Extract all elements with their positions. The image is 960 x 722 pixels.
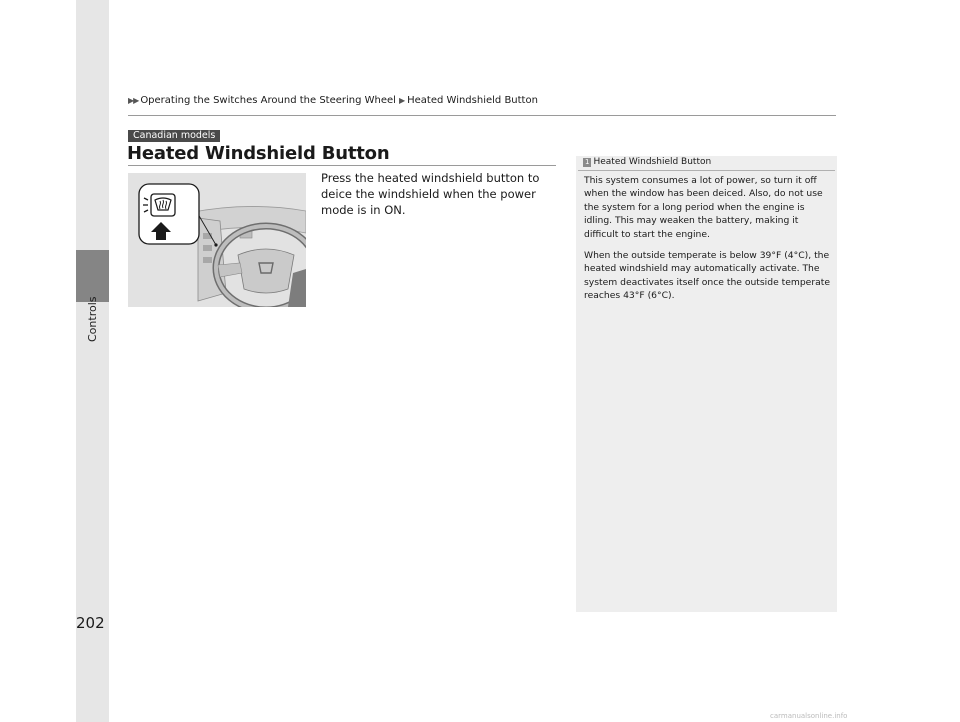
note-text <box>584 174 830 311</box>
note-title: Heated Windshield Button <box>593 157 712 167</box>
heated-windshield-button-icon <box>131 182 201 246</box>
side-tab-label: Controls <box>86 296 99 342</box>
model-badge: Canadian models <box>128 130 220 142</box>
breadcrumb-arrow-icon: ▶ <box>398 96 406 105</box>
note-header <box>583 157 711 167</box>
note-divider <box>578 170 835 171</box>
breadcrumb-item[interactable]: Heated Windshield Button <box>407 95 538 106</box>
title-divider <box>128 165 556 166</box>
breadcrumb-item[interactable]: Operating the Switches Around the Steering Wheel <box>140 95 396 106</box>
header-divider <box>128 115 836 116</box>
section-title: Heated Windshield Button <box>127 143 390 164</box>
dashboard-illustration <box>128 173 306 307</box>
side-tab-active-marker <box>76 250 109 302</box>
breadcrumb-arrows-icon: ▶▶ <box>128 96 139 105</box>
page-number: 202 <box>76 614 105 632</box>
watermark: carmanualsonline.info <box>770 712 848 720</box>
note-number: 1 <box>585 157 590 166</box>
note-paragraph: When the outside temperate is below 39°F (4°C), the heated windshield may automatically activate. The system deactivates itself once the outside temperate reaches 43°F (6°C). <box>584 250 830 302</box>
note-paragraph: This system consumes a lot of power, so turn it off when the window has been deiced. Also, do not use the system for a long period when the engine is idling. This may weaken the battery, making it difficult to start the engine. <box>584 175 823 240</box>
breadcrumb <box>128 95 538 106</box>
section-body: Press the heated windshield button to deice the windshield when the power mode is in ON. <box>321 171 540 217</box>
